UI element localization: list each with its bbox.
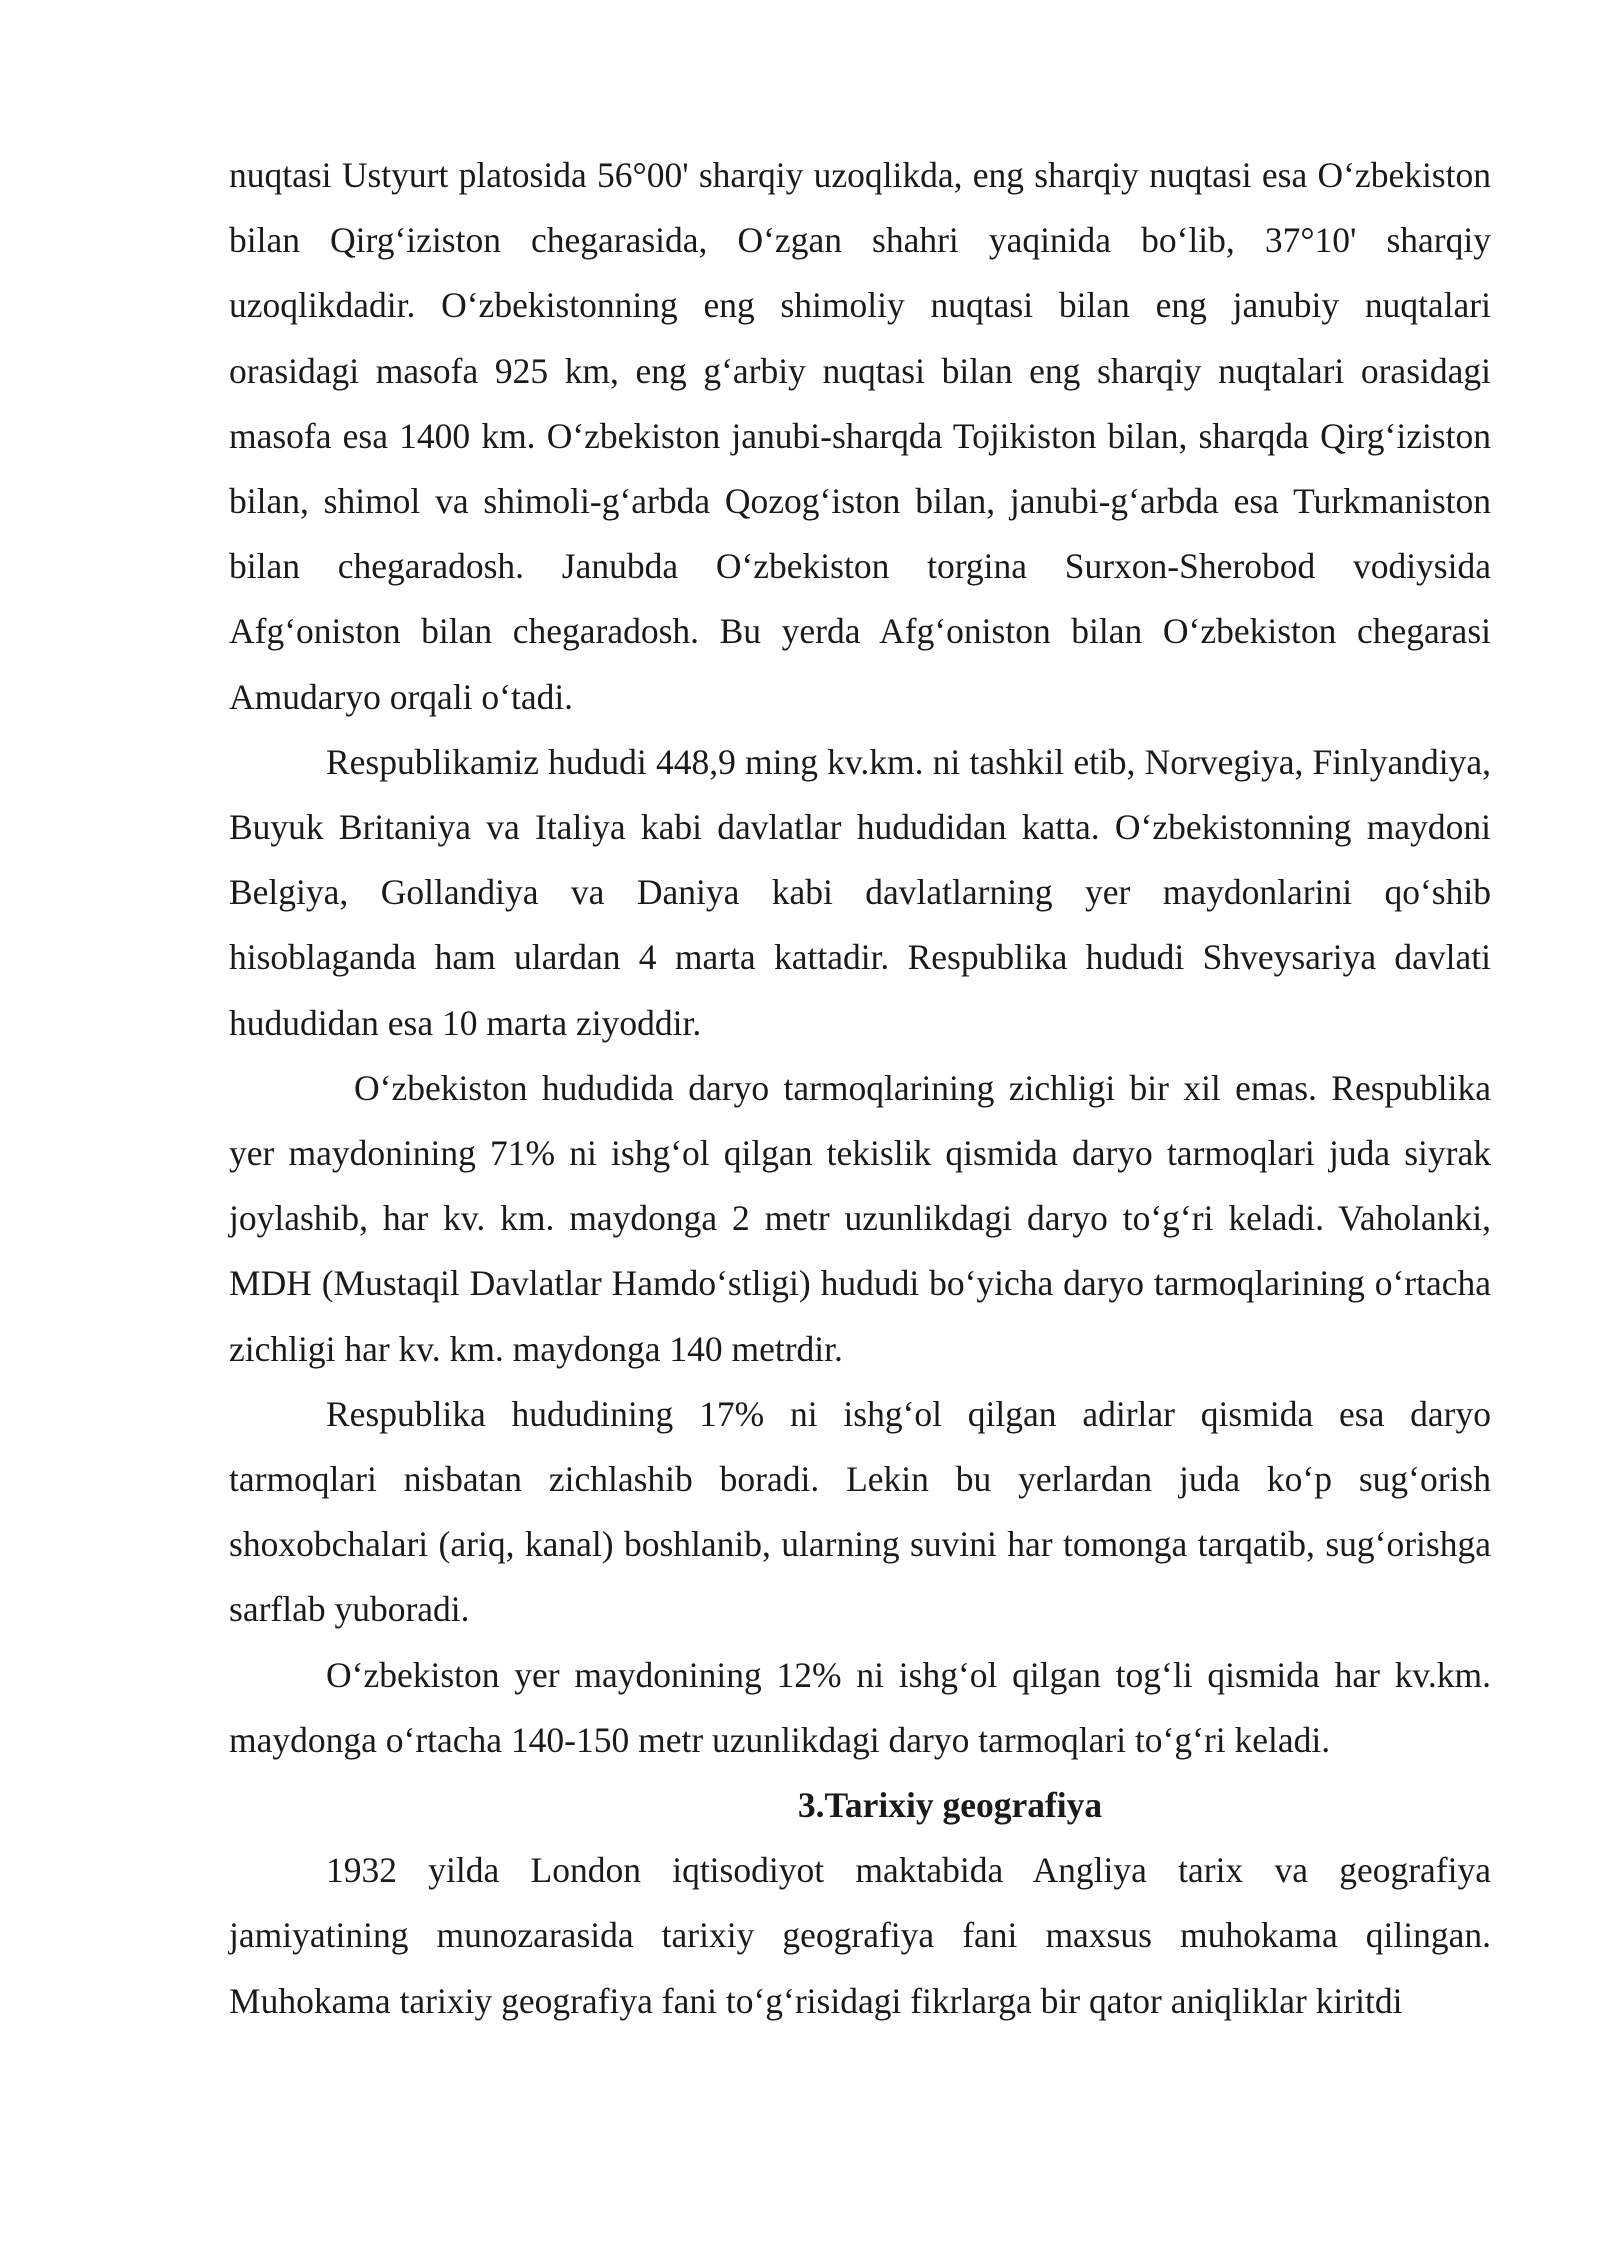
paragraph-mountains: O‘zbekiston yer maydonining 12% ni ishg‘ol qilgan tog‘li qismida har kv.km. maydonga o‘rtacha 140-150 metr uzunlikdagi daryo tarmoqlari to‘g‘ri keladi.: [229, 1654, 1491, 1760]
document-page: [229, 143, 1491, 2034]
paragraph-territory-area: Respublikamiz hududi 448,9 ming kv.km. ni tashkil etib, Norvegiya, Finlyandiya, Buyuk Britaniya va Italiya kabi davlatlar hududidan katta. O‘zbekistonning maydoni Belgiya, Gollandiya va Daniya kabi davlatlarning yer maydonlarini qo‘shib hisoblaganda ham ulardan 4 marta kattadir. Respublika hududi Shveysariya davlati hududidan esa 10 marta ziyoddir.: [229, 741, 1491, 1043]
paragraph-historical-geography: 1932 yilda London iqtisodiyot maktabida Angliya tarix va geografiya jamiyatining munozarasida tarixiy geografiya fani maxsus muhokama qilingan. Muhokama tarixiy geografiya fani to‘g‘risidagi fikrlarga bir qator aniqliklar kiritdi: [229, 1850, 1491, 2021]
paragraph-foothills: Respublika hududining 17% ni ishg‘ol qilgan adirlar qismida esa daryo tarmoqlari nisbatan zichlashib boradi. Lekin bu yerlardan juda ko‘p sug‘orish shoxobchalari (ariq, kanal) boshlanib, ularning suvini har tomonga tarqatib, sug‘orishga sarflab yuboradi.: [229, 1393, 1491, 1630]
paragraph-borders: nuqtasi Ustyurt platosida 56°00' sharqiy uzoqlikda, eng sharqiy nuqtasi esa O‘zbekiston bilan Qirg‘iziston chegarasida, O‘zgan shahri yaqinida bo‘lib, 37°10' sharqiy uzoqlikdadir. O‘zbekistonning eng shimoliy nuqtasi bilan eng janubiy nuqtalari orasidagi masofa 925 km, eng g‘arbiy nuqtasi bilan eng sharqiy nuqtalari orasidagi masofa esa 1400 km. O‘zbekiston janubi-sharqda Tojikiston bilan, sharqda Qirg‘iziston bilan, shimol va shimoli-g‘arbda Qozog‘iston bilan, janubi-g‘arbda esa Turkmaniston bilan chegaradosh. Janubda O‘zbekiston torgina Surxon-Sherobod vodiysida Afg‘oniston bilan chegaradosh. Bu yerda Afg‘oniston bilan O‘zbekiston chegarasi Amudaryo orqali o‘tadi.: [229, 155, 1491, 717]
paragraph-river-density: O‘zbekiston hududida daryo tarmoqlarining zichligi bir xil emas. Respublika yer maydonining 71% ni ishg‘ol qilgan tekislik qismida daryo tarmoqlari juda siyrak joylashib, har kv. km. maydonga 2 metr uzunlikdagi daryo to‘g‘ri keladi. Vaholanki, MDH (Mustaqil Davlatlar Hamdo‘stligi) hududi bo‘yicha daryo tarmoqlarining o‘rtacha zichligi har kv. km. maydonga 140 metrdir.: [229, 1067, 1491, 1369]
section-heading: 3.Tarixiy geografiya: [797, 1785, 1103, 1826]
